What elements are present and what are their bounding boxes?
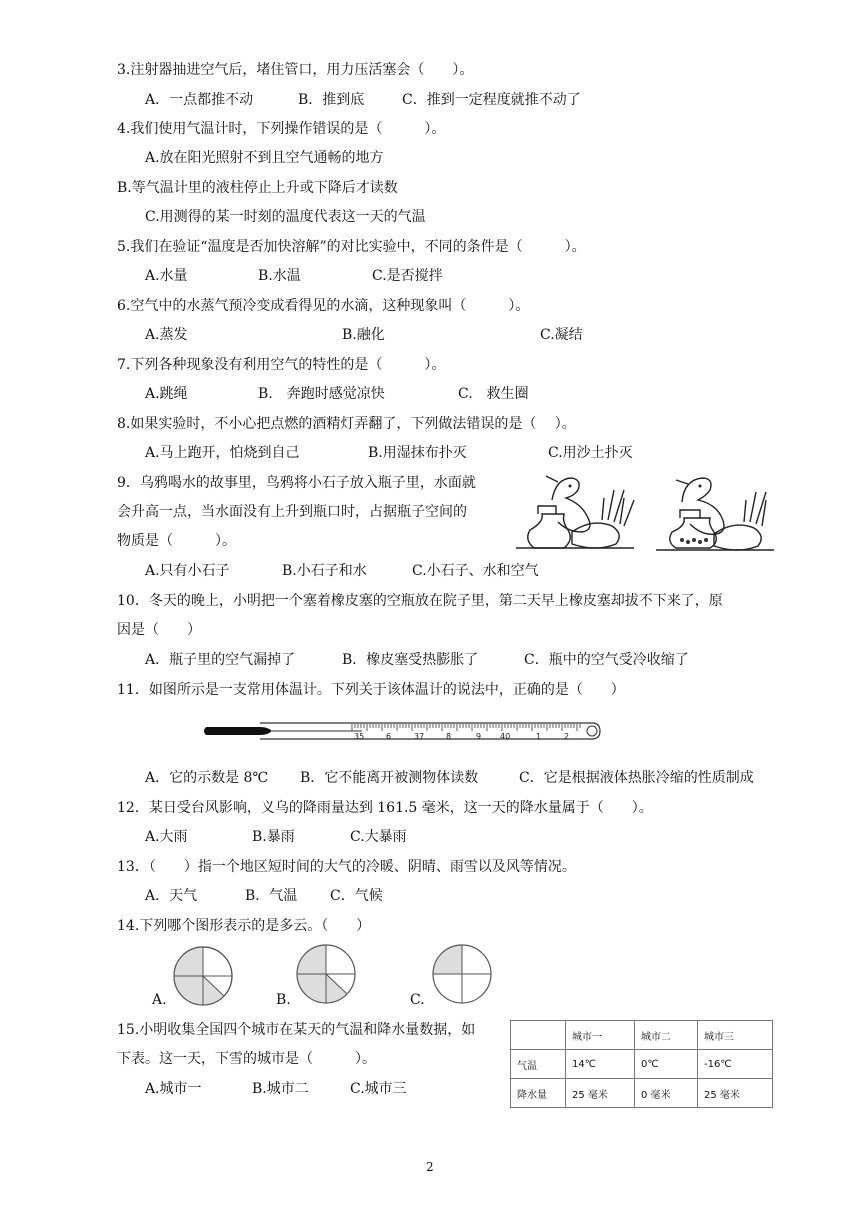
- q4-option-c: C.用测得的某一时刻的温度代表这一天的气温: [145, 209, 426, 225]
- q6-option-c: C.凝结: [540, 327, 583, 343]
- q15-line1: 15.小明收集全国四个城市在某天的气温和降水量数据，如: [117, 1022, 476, 1038]
- q8-option-b: B.用湿抹布扑灭: [368, 445, 467, 461]
- q11-option-c: C．它是根据液体热胀冷缩的性质制成: [519, 770, 754, 786]
- q15-option-b: B.城市二: [252, 1081, 309, 1097]
- q8-option-a: A.马上跑开，怕烧到自己: [145, 445, 300, 461]
- q13-option-b: B．气温: [245, 888, 298, 904]
- q9-option-b: B.小石子和水: [282, 563, 367, 579]
- thermo-scale-label: 1: [536, 732, 542, 741]
- q14-stem: 14.下列哪个图形表示的是多云。（ ）: [117, 918, 371, 934]
- table-cell: 城市二: [635, 1021, 698, 1050]
- q12-stem: 12．某日受台风影响，义乌的降雨量达到 161.5 毫米，这一天的降水量属于（ ）。: [117, 800, 653, 816]
- table-row: [511, 1050, 773, 1079]
- q3-option-a: A．一点都推不动: [145, 92, 254, 108]
- table-cell: 14℃: [566, 1050, 635, 1079]
- q8-option-c: C.用沙土扑灭: [548, 445, 633, 461]
- q13-stem: 13．（ ）指一个地区短时间的大气的冷暖、阴晴、雨雪以及风等情况。: [117, 859, 576, 875]
- q5-option-b: B.水温: [258, 268, 301, 284]
- q8-stem: 8.如果实验时，不小心把点燃的酒精灯弄翻了，下列做法错误的是（ ）。: [117, 416, 576, 432]
- table-cell: 城市一: [566, 1021, 635, 1050]
- q10-option-a: A．瓶子里的空气漏掉了: [145, 652, 296, 668]
- q7-option-a: A.跳绳: [145, 386, 188, 402]
- clinical-thermometer-figure: [202, 719, 602, 747]
- q4-option-a: A.放在阳光照射不到且空气通畅的地方: [145, 150, 384, 166]
- q3-stem: 3.注射器抽进空气后，堵住管口，用力压活塞会（ ）。: [117, 62, 474, 78]
- table-cell: 0℃: [635, 1050, 698, 1079]
- table-cell: [511, 1021, 566, 1050]
- q5-stem: 5.我们在验证“温度是否加快溶解”的对比实验中，不同的条件是（ ）。: [117, 239, 586, 255]
- thermo-scale-label: 8: [446, 732, 452, 741]
- q14-option-b: B.: [276, 992, 291, 1008]
- thermo-scale-label: 40: [500, 732, 511, 741]
- pie-option-b-figure: [295, 943, 357, 1005]
- q11-stem: 11．如图所示是一支常用体温计。下列关于该体温计的说法中，正确的是（ ）: [117, 682, 625, 698]
- q7-option-c: C. 救生圈: [458, 386, 529, 402]
- q14-option-a: A.: [152, 992, 167, 1008]
- thermo-scale-label: 37: [414, 732, 425, 741]
- pie-option-c-figure: [431, 943, 493, 1005]
- table-cell: 0 毫米: [635, 1079, 698, 1108]
- q10-option-c: C．瓶中的空气受冷收缩了: [524, 652, 689, 668]
- thermo-scale-label: 9: [476, 732, 482, 741]
- q15-option-c: C.城市三: [350, 1081, 407, 1097]
- q10-option-b: B．橡皮塞受热膨胀了: [342, 652, 479, 668]
- table-cell: 25 毫米: [698, 1079, 773, 1108]
- q6-option-b: B.融化: [342, 327, 385, 343]
- crow-bottle-illustration-1: [512, 470, 637, 556]
- city-weather-table: [510, 1020, 773, 1108]
- q10-line2: 因是（ ）: [117, 622, 201, 638]
- table-cell: 城市三: [698, 1021, 773, 1050]
- q12-option-a: A.大雨: [145, 829, 188, 845]
- thermo-scale-label: 35: [354, 732, 365, 741]
- q13-option-a: A．天气: [145, 888, 198, 904]
- q7-option-b: B. 奔跑时感觉凉快: [258, 386, 385, 402]
- q12-option-c: C.大暴雨: [350, 829, 407, 845]
- q3-option-b: B．推到底: [298, 92, 365, 108]
- q15-option-a: A.城市一: [145, 1081, 202, 1097]
- table-row: [511, 1021, 773, 1050]
- q9-option-a: A.只有小石子: [145, 563, 230, 579]
- q7-stem: 7.下列各种现象没有利用空气的特性的是（ ）。: [117, 357, 446, 373]
- thermo-scale-label: 6: [386, 732, 392, 741]
- q4-stem: 4.我们使用气温计时，下列操作错误的是（ ）。: [117, 121, 446, 137]
- table-row: [511, 1079, 773, 1108]
- q9-option-c: C.小石子、水和空气: [412, 563, 539, 579]
- table-cell: -16℃: [698, 1050, 773, 1079]
- q10-line1: 10．冬天的晚上，小明把一个塞着橡皮塞的空瓶放在院子里，第二天早上橡皮塞却拔不下来了，原: [117, 593, 723, 609]
- crow-bottle-illustration-2: [652, 470, 777, 556]
- q5-option-a: A.水量: [145, 268, 188, 284]
- q5-option-c: C.是否搅拌: [372, 268, 443, 284]
- q9-line2: 会升高一点，当水面没有上升到瓶口时，占据瓶子空间的: [117, 504, 467, 520]
- table-cell: 气温: [511, 1050, 566, 1079]
- q6-option-a: A.蒸发: [145, 327, 188, 343]
- q9-line1: 9．乌鸦喝水的故事里，鸟鸦将小石子放入瓶子里，水面就: [117, 475, 476, 491]
- q14-option-c: C.: [410, 992, 425, 1008]
- pie-option-a-figure: [172, 945, 234, 1007]
- page-number: 2: [426, 1160, 434, 1174]
- q13-option-c: C．气候: [330, 888, 383, 904]
- q12-option-b: B.暴雨: [252, 829, 295, 845]
- q3-option-c: C．推到一定程度就推不动了: [402, 92, 581, 108]
- q11-option-b: B．它不能离开被测物体读数: [300, 770, 479, 786]
- table-cell: 25 毫米: [566, 1079, 635, 1108]
- q6-stem: 6.空气中的水蒸气预冷变成看得见的水滴，这种现象叫（ ）。: [117, 298, 530, 314]
- q4-option-b: B.等气温计里的液柱停止上升或下降后才读数: [117, 180, 398, 196]
- q11-option-a: A．它的示数是 8℃: [145, 770, 269, 786]
- thermo-scale-label: 2: [564, 732, 570, 741]
- q15-line2: 下表。这一天，下雪的城市是（ ）。: [117, 1051, 376, 1067]
- q9-line3: 物质是（ ）。: [117, 533, 236, 549]
- table-cell: 降水量: [511, 1079, 566, 1108]
